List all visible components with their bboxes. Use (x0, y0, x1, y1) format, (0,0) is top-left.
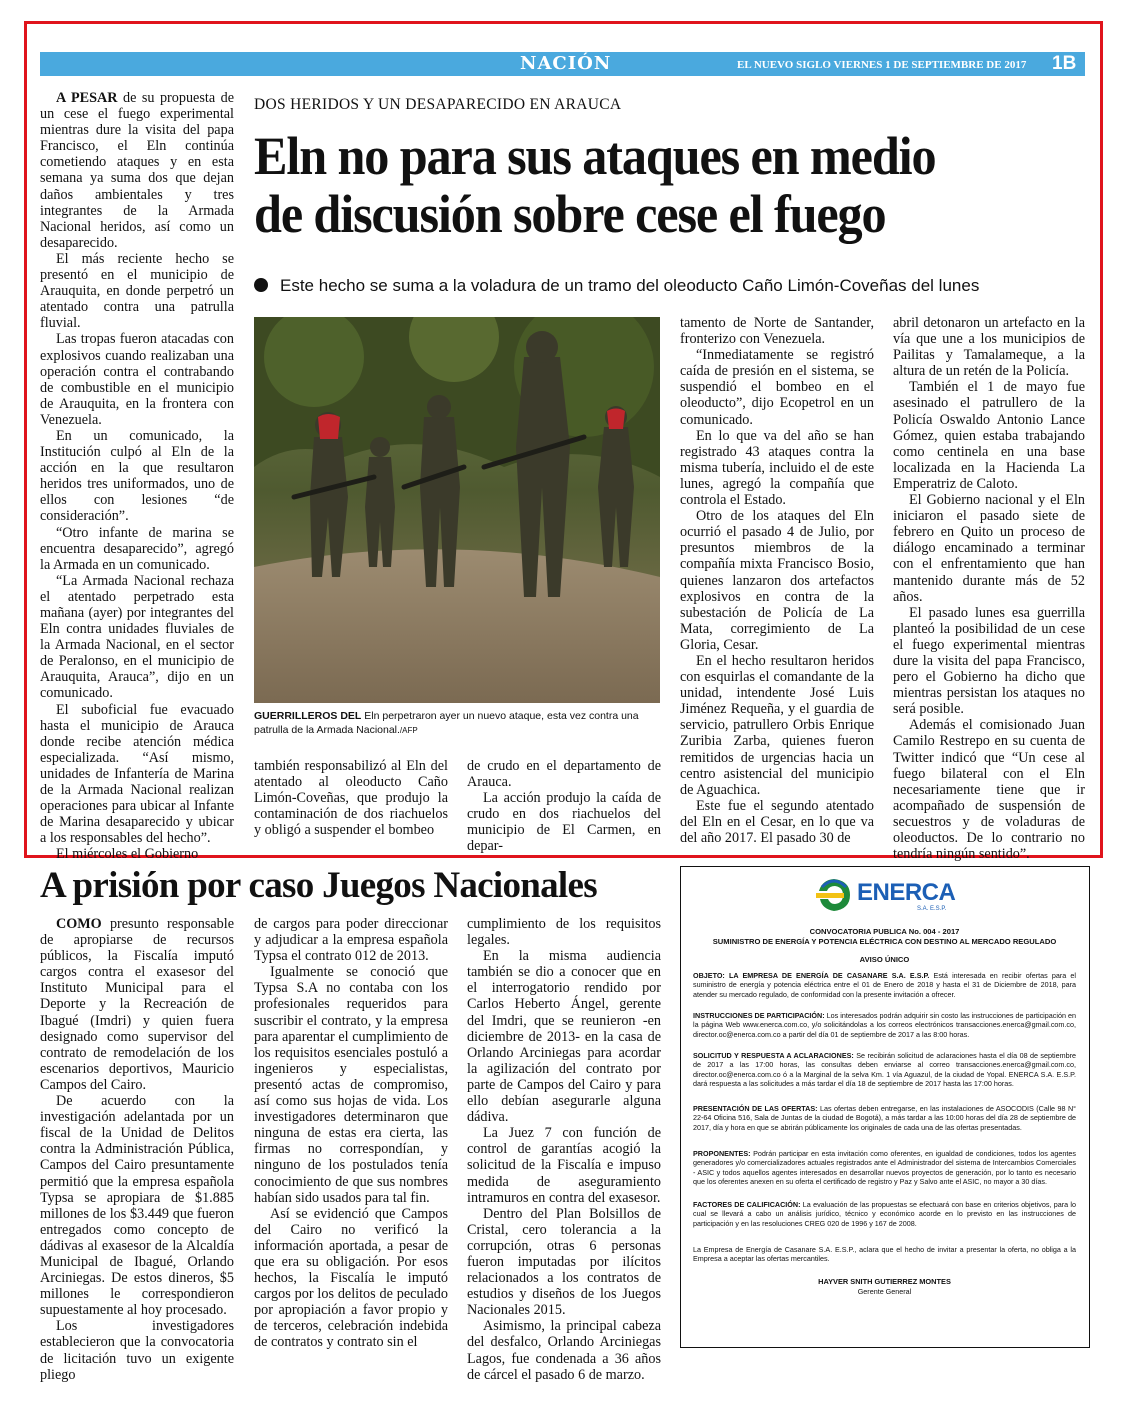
paragraph: Así se evidenció que Campos del Cairo no verificó la información aportada, a pesar de que era su obligación. Por esos hechos, la Fiscalía le imputó cargos por los delitos de peculado por apropiación a favor propio y de terceros, celebración indebida de contratos y contrato sin el (254, 1205, 448, 1351)
paragraph: Otro de los ataques del Eln ocurrió el pasado 4 de Julio, por presuntos miembros de la compañía mixta Francisco Bosio, quienes lanzaron dos artefactos explosivos en contra de la subestación de Policía de La Mata, corregimiento de La Gloria, Cesar. (680, 508, 874, 653)
ad-title-line-2: SUMINISTRO DE ENERGÍA Y POTENCIA ELÉCTRICA CON DESTINO AL MERCADO REGULADO (712, 936, 1057, 946)
lead-in: A PESAR (56, 90, 118, 106)
caption-credit: /AFP (399, 726, 418, 735)
ad-section-proponentes (693, 1149, 1076, 1186)
ad-section-factores (693, 1200, 1076, 1228)
paragraph: tamento de Norte de Santander, fronterizo con Venezuela. (680, 315, 874, 348)
ad-section-text: Se recibirán solicitud de aclaraciones hasta el día 08 de septiembre de 2017 a las 17:00 horas, las consultas deben enviarse al correo transacciones.enerca@gmail.com.co, director.oc@enerca.com.co ó a la Marginal de la selva Km. 1 vía Aguazul, de la ciudad de Yopal. ENERCA S.A. E.S.P. dará respuesta a las solicitudes a más tardar el día 18 de septiembre de 2017 hasta las 17:00 horas. (693, 1051, 1076, 1088)
paragraph: Las tropas fueron atacadas con explosivos cuando realizaban una operación contra el contrabando de combustible en el municipio de Arauquita, en la frontera con Venezuela. (40, 331, 234, 428)
news-photo-guerrillas (254, 317, 660, 703)
enerca-logo-icon (814, 877, 854, 913)
paragraph: también responsabilizó al Eln del atentado al oleoducto Caño Limón-Coveñas, que produjo la contaminación de dos riachuelos y obligó a suspender el bombeo (254, 758, 448, 839)
paragraph: También el 1 de mayo fue asesinado el patrullero de la Policía Oswaldo Antonio Lance Gómez, quien estaba trabajando como centinela en una base localizada en la Hacienda La Emperatriz de Caloto. (893, 379, 1085, 492)
story2-column-3 (467, 916, 661, 1383)
story2-column-1 (40, 916, 234, 1383)
lead-in: COMO (56, 916, 102, 932)
headline-line-2: de discusión sobre cese el fuego (254, 184, 886, 244)
paragraph: El pasado lunes esa guerrilla planteó la posibilidad de un cese el fuego experimental mientras dure la visita del papa Francisco, pero el Gobierno ha dicho que mientras persistan los ataques no será posible. (893, 604, 1085, 718)
ad-section-label: PRESENTACIÓN DE LAS OFERTAS: (693, 1104, 818, 1113)
ad-section-presentacion (693, 1104, 1076, 1132)
bullet-icon (254, 278, 268, 292)
paragraph: de su propuesta de un cese el fuego experimental mientras dure la visita del papa Francisco, el Eln continúa cometiendo ataques y en esta semana ya suma dos que dejan daños ambientales y tres integrantes de la Armada Nacional heridos, así como un desaparecido. (40, 90, 234, 251)
paragraph: “Inmediatamente se registró caída de presión en el sistema, se suspendió el bombeo en el oleoducto”, dijo Ecopetrol en un comunicado. (680, 347, 874, 428)
enerca-logo-text: ENERCA (857, 879, 956, 906)
paragraph: de cargos para poder direccionar y adjudicar a la empresa española Typsa el contrato 012 de 2013. (254, 916, 448, 965)
ad-section-text: Podrán participar en esta invitación como oferentes, en igualdad de condiciones, todos los agentes generadores y/o comercializadores actuales registrados ante el Administrador del sistema de Intercambios Comerciales - ASIC y todos aquellos agentes interesados en desarrollar nuevos proyectos de generación, por lo tanto es necesario que los oferentes anexen en su oferta el certificado de registro y Paz y Salvo ante el ASIC, no mayor a 30 días. (693, 1149, 1076, 1186)
paragraph: En el hecho resultaron heridos con esquirlas el comandante de la unidad, intendente José Luis Jiménez Requeña, y el guardia de servicio, patrullero Orbis Enrique Zuribia Zarba, quienes fueron remitidos de urgencias hacia un centro asistencial del municipio de Aguachica. (680, 652, 874, 798)
paragraph: cumplimiento de los requisitos legales. (467, 916, 661, 949)
story-deck (254, 276, 979, 296)
photo-caption (254, 709, 660, 738)
ad-signer-title: Gerente General (857, 1287, 912, 1296)
ad-section-label: INSTRUCCIONES DE PARTICIPACIÓN: (693, 1011, 825, 1020)
paragraph: Igualmente se conoció que Typsa S.A no contaba con los profesionales requeridos para suscribir el contrato, y la empresa para aparentar el cumplimiento de los requisitos esenciales postuló a ingenieros y especialistas, presentó actas de compromiso, así como sus hojas de vida. Los investigadores determinaron que ninguna de estas era cierta, las firmas no correspondían, y ninguno de los postulados tenía conocimiento de que sus nombres habían sido usados para tal fin. (254, 964, 448, 1206)
paragraph: La Juez 7 con función de control de garantías acogió la solicitud de la Fiscalía e impuso medida de aseguramiento intramuros en contra del exasesor. (467, 1125, 661, 1206)
deck-text: Este hecho se suma a la voladura de un tramo del oleoducto Caño Limón-Coveñas del lunes (280, 276, 980, 295)
paragraph: En lo que va del año se han registrado 43 ataques contra la misma tubería, incluido el de este lunes, agregó la compañía que controla el Estado. (680, 427, 874, 509)
ad-section-text: Las ofertas deben entregarse, en las instalaciones de ASOCODIS (Calle 98 N° 22-64 Oficina 516, Sala de Juntas de la ciudad de Bogotá), a más tardar a las 10:00 horas del día 28 de septiembre de 2017, día y hora en que se abrirán públicamente los originales de cada una de las ofertas presentadas. (693, 1104, 1077, 1132)
paragraph: presunto responsable de apropiarse de recursos públicos, la Fiscalía imputó cargos contra el exasesor del Instituto Municipal para el Deporte y la Recreación de Ibagué (Imdri) y quien fuera designado como supervisor del contrato de remodelación de los escenarios deportivos, Mauricio Campos del Cairo. (40, 916, 234, 1093)
photo-illustration (254, 317, 660, 703)
paragraph: Los investigadores establecieron que la convocatoria de licitación tuvo un exigente pliego (40, 1318, 234, 1383)
ad-section-text: Está interesada en recibir ofertas para el suministro de energía y potencia eléctrica entre el 01 de Enero de 2018 y hasta el 31 de Diciembre de 2018, para atender su mercado regulado, de conformidad con la presente invitación a ofrecer. (693, 971, 1076, 999)
page-number: 1B (1052, 53, 1077, 74)
ad-section-text: La evaluación de las propuestas se efectuará con base en criterios objetivos, para lo cual se llevará a cabo un análisis jurídico, técnico y económico acorde en lo previsto en las instrucciones de participación y en las resoluciones CREG 020 de 1996 y 167 de 2008. (693, 1200, 1077, 1228)
ad-closing: La Empresa de Energía de Casanare S.A. E.S.P., aclara que el hecho de invitar a presentar la oferta, no obliga a la Empresa a aceptar las ofertas mercantiles. (693, 1245, 1076, 1264)
dateline: EL NUEVO SIGLO VIERNES 1 DE SEPTIEMBRE DE 2017 (737, 59, 1027, 71)
paragraph: Además el comisionado Juan Camilo Restrepo en su cuenta de Twitter indicó que “Un cese al fuego bilateral con el Eln necesariamente tiene que ir acompañado de suspensión de secuestros y de voladuras de oleoductos. De lo contrario no tendría ningún sentido”. (893, 717, 1085, 863)
story2-column-2 (254, 916, 448, 1351)
ad-section-text: Los interesados podrán adquirir sin costo las instrucciones de participación en la página Web www.enerca.com.co, y/o solicitándolas a los correos electrónicos transacciones.enerca@gmail.com.co, director.oc@enerca.com.co a partir del día 01 de septiembre de 2017 a las 8:00 horas. (693, 1011, 1076, 1039)
paragraph: de crudo en el departamento de Arauca. (467, 758, 661, 791)
ad-title (681, 927, 1088, 946)
paragraph: El miércoles el Gobierno (56, 846, 199, 863)
story-kicker: DOS HERIDOS Y UN DESAPARECIDO EN ARAUCA (254, 96, 622, 113)
caption-text: Eln perpetraron ayer un nuevo ataque, esta vez contra una patrulla de la Armada Nacional. (254, 710, 639, 736)
ad-section-label: PROPONENTES: (693, 1149, 751, 1158)
paragraph: En un comunicado, la Institución culpó al Eln de la acción en la que resultaron heridos tres uniformados, uno de ellos con lesiones “de consideración”. (40, 427, 234, 525)
paragraph: Este fue el segundo atentado del Eln en el Cesar, en lo que va del año 2017. El pasado 30 de (680, 797, 874, 846)
story-headline (254, 127, 1017, 243)
paragraph: Dentro del Plan Bolsillos de Cristal, cero tolerancia a la corrupción, otras 6 personas fueron imputadas por ilícitos relacionados a los contratos de estudios y diseños de los Juegos Nacionales 2015. (467, 1205, 661, 1319)
paragraph: “Otro infante de marina se encuentra desaparecido”, agregó la Armada en un comunicado. (40, 524, 234, 573)
story1-column-5 (893, 315, 1085, 862)
ad-section-label: SOLICITUD Y RESPUESTA A ACLARACIONES: (693, 1051, 854, 1060)
ad-section-aclaraciones (693, 1051, 1076, 1088)
story1-column-4 (680, 315, 874, 846)
paragraph: El más reciente hecho se presentó en el municipio de Arauquita, en donde perpetró un atentado contra una patrulla fluvial. (40, 250, 234, 332)
ad-section-objeto (693, 971, 1076, 999)
story1-column-2 (254, 758, 448, 838)
paragraph: El suboficial fue evacuado hasta el municipio de Arauca donde recibe atención médica especializada. “Así mismo, unidades de Infantería de Marina de la Armada Nacional realizan operaciones para ubicar al Infante de Marina desaparecido y ubicar a los responsables del hecho”. (40, 701, 234, 847)
section-title: NACIÓN (520, 53, 612, 74)
paragraph: abril detonaron un artefacto en la vía que une a los municipios de Pailitas y Tamalameque, a la altura de un retén de la Policía. (893, 315, 1085, 380)
paragraph: Asimismo, la principal cabeza del desfalco, Orlando Arciniegas Lagos, fue condenada a 36 años de cárcel el pasado 6 de marzo. (467, 1318, 661, 1383)
paragraph: De acuerdo con la investigación adelantada por un fiscal de la Unidad de Delitos contra la Administración Pública, Campos del Cairo presuntamente permitió que la empresa española Typsa se apropiara de $1.885 millones de los $3.449 que fueron entregados como concepto de dádivas al exasesor de la Alcaldía Municipal de Ibagué, Orlando Arciniegas. De estos dineros, $5 millones le correspondieron supuestamente al hoy procesado. (40, 1093, 234, 1319)
paragraph: El Gobierno nacional y el Eln iniciaron el pasado siete de febrero en Quito un proceso de diálogo encaminado a terminar con el enfrentamiento que han mantenido durante más de 52 años. (893, 492, 1085, 605)
ad-aviso: AVISO ÚNICO (859, 955, 910, 964)
story1-column-3 (467, 758, 661, 855)
enerca-logo-sub: S.A. E.S.P. (917, 906, 947, 912)
ad-signer: HAYVER SNITH GUTIERREZ MONTES (818, 1277, 951, 1286)
ad-section-label: OBJETO: LA EMPRESA DE ENERGÍA DE CASANARE S.A. E.S.P. (693, 971, 930, 980)
caption-lead: GUERRILLEROS DEL (254, 710, 362, 722)
paragraph: La acción produjo la caída de crudo en dos riachuelos del municipio de El Carmen, en depar- (467, 790, 661, 855)
headline-line-1: Eln no para sus ataques en medio (254, 126, 936, 186)
story1-column-1 (40, 90, 234, 863)
ad-section-instrucciones (693, 1011, 1076, 1039)
paragraph: “La Armada Nacional rechaza el atentado perpetrado esta mañana (ayer) por integrantes del Eln contra unidades fluviales de la Armada Nacional, en el sector de Peralonso, en el municipio de Arauquita, Arauca”, dijo en un comunicado. (40, 572, 234, 702)
enerca-advertisement (680, 866, 1090, 1348)
ad-title-line-1: CONVOCATORIA PUBLICA No. 004 - 2017 (809, 927, 960, 936)
story2-headline: A prisión por caso Juegos Nacionales (40, 865, 597, 906)
paragraph: En la misma audiencia también se dio a conocer que en el interrogatorio rendido por Carlos Heberto Ángel, gerente del Imdri, que se reunieron -en diciembre de 2013- en la casa de Orlando Arciniegas para acordar la agilización del contrato por parte de Campos del Cairo y para ello debían asegurarle alguna dádiva. (467, 948, 661, 1126)
ad-section-label: FACTORES DE CALIFICACIÓN: (693, 1200, 801, 1209)
